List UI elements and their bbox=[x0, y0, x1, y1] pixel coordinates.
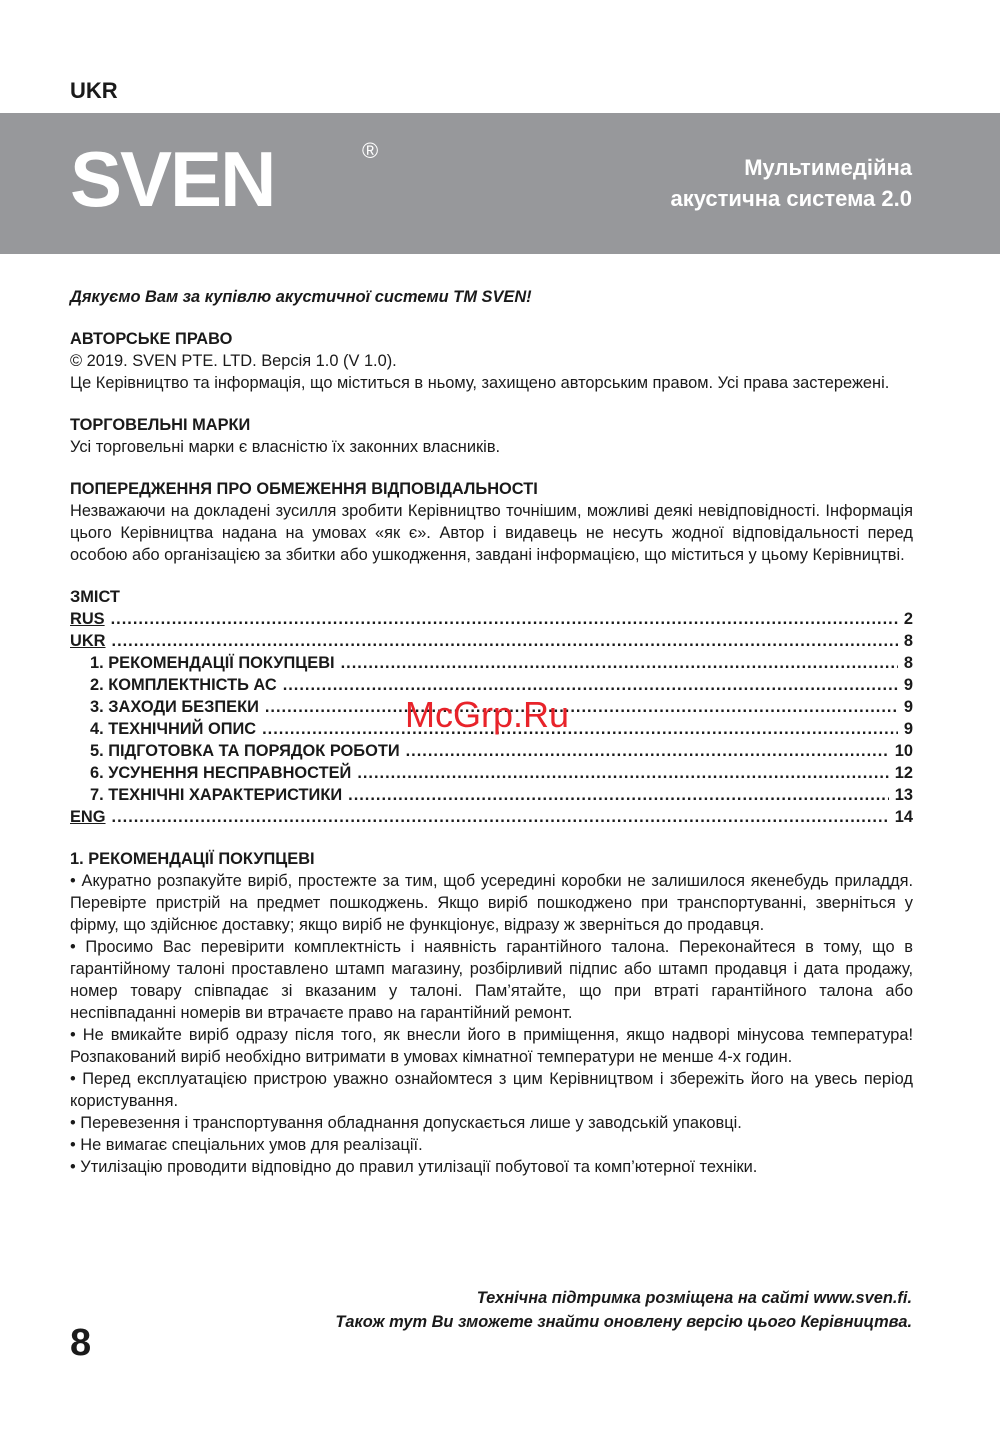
support-line-2: Також тут Ви зможете знайти оновлену версію цього Керівництва. bbox=[335, 1313, 912, 1331]
support-line-1: Технічна підтримка розміщена на сайті www.sven.fi. bbox=[476, 1289, 912, 1307]
toc-item-label: 2. КОМПЛЕКТНІСТЬ АС bbox=[90, 676, 277, 694]
copyright-title: АВТОРСЬКЕ ПРАВО bbox=[70, 330, 233, 348]
toc-item-label: 7. ТЕХНІЧНІ ХАРАКТЕРИСТИКИ bbox=[90, 786, 343, 804]
trademarks-title: ТОРГОВЕЛЬНІ МАРКИ bbox=[70, 416, 251, 434]
recommendations-title: 1. РЕКОМЕНДАЦІЇ ПОКУПЦЕВІ bbox=[70, 850, 315, 868]
toc-item-label: ENG bbox=[70, 808, 106, 826]
toc-item-label: 5. ПІДГОТОВКА ТА ПОРЯДОК РОБОТИ bbox=[90, 742, 400, 760]
bullet-item: • Не вимагає спеціальних умов для реалізації. bbox=[70, 1136, 423, 1154]
thanks-line: Дякуємо Вам за купівлю акустичної системи ТМ SVEN! bbox=[70, 288, 532, 306]
bullet-item: • Перед експлуатацією пристрою уважно ознайомтеся з цим Керівництвом і збережіть його на увесь період користування. bbox=[70, 1070, 913, 1110]
toc-item-label: 3. ЗАХОДИ БЕЗПЕКИ bbox=[90, 698, 259, 716]
page-number: 8 bbox=[70, 1322, 92, 1364]
bullet-item: • Просимо Вас перевірити комплектність і наявність гарантійного талона. Переконайтеся в тому, що в гарантійному талоні проставлено штамп магазину, розбірливий підпис або штамп продавця і дата продажу, номер товару співпадає зі вказаним у талоні. Пам’ятайте, що при втраті гарантійного талона або неспівпаданні номерів ви втрачаєте право на гарантійний ремонт. bbox=[70, 938, 913, 1022]
toc-item-operation[interactable] bbox=[70, 740, 913, 762]
disclaimer-section bbox=[70, 478, 913, 566]
toc-item-label: 6. УСУНЕННЯ НЕСПРАВНОСТЕЙ bbox=[90, 764, 352, 782]
toc-title: ЗМІСТ bbox=[70, 588, 120, 606]
toc-item-page: 9 bbox=[903, 720, 913, 738]
toc-item-label: UKR bbox=[70, 632, 106, 650]
trademarks-section bbox=[70, 414, 913, 458]
bullet-item: • Утилізацію проводити відповідно до правил утилізації побутової та комп’ютерної техніки. bbox=[70, 1158, 758, 1176]
toc-item-recommendations[interactable] bbox=[70, 652, 913, 674]
toc-item-ukr[interactable] bbox=[70, 630, 913, 652]
toc-item-page: 8 bbox=[903, 654, 913, 672]
copyright-section bbox=[70, 328, 913, 394]
toc-item-label: 1. РЕКОМЕНДАЦІЇ ПОКУПЦЕВІ bbox=[90, 654, 335, 672]
logo-text: SVEN bbox=[70, 135, 275, 223]
disclaimer-title: ПОПЕРЕДЖЕННЯ ПРО ОБМЕЖЕННЯ ВІДПОВІДАЛЬНОСТІ bbox=[70, 480, 538, 498]
product-subtitle bbox=[670, 152, 912, 214]
recommendations-section bbox=[70, 848, 913, 1178]
language-label: UKR bbox=[70, 78, 118, 103]
toc-item-page: 2 bbox=[903, 610, 913, 628]
toc-item-label: 4. ТЕХНІЧНИЙ ОПИС bbox=[90, 720, 257, 738]
bullet-item: • Акуратно розпакуйте виріб, простежте за тим, щоб усередині коробки не залишилося якенебудь приладдя. Перевірте пристрій на предмет пошкоджень. Якщо виріб пошкоджено при транспортуванні, зверніться у фірму, що здійснює доставку; якщо виріб не функціонує, відразу ж зверніться до продавця. bbox=[70, 872, 913, 934]
trademarks-text: Усі торговельні марки є власністю їх законних власників. bbox=[70, 438, 501, 456]
bullet-item: • Перевезення і транспортування обладнання допускається лише у заводській упаковці. bbox=[70, 1114, 742, 1132]
toc-item-page: 14 bbox=[894, 808, 913, 826]
toc-item-package[interactable] bbox=[70, 674, 913, 696]
subtitle-line-1: Мультимедійна bbox=[744, 155, 912, 180]
sven-logo bbox=[70, 135, 379, 223]
disclaimer-text: Незважаючи на докладені зусилля зробити Керівництво точнішим, можливі деякі невідповідності. Інформація цього Керівництва надана на умовах «як є». Автор і видавець не несуть жодної відповідальності перед особою або організацією за збитки або ушкодження, завдані інформацією, що міститься у цьому Керівництві. bbox=[70, 502, 913, 564]
toc-item-page: 12 bbox=[894, 764, 913, 782]
toc-item-page: 8 bbox=[903, 632, 913, 650]
toc-item-label: RUS bbox=[70, 610, 105, 628]
toc-item-troubleshooting[interactable] bbox=[70, 762, 913, 784]
subtitle-line-2: акустична система 2.0 bbox=[670, 186, 912, 211]
toc-item-eng[interactable] bbox=[70, 806, 913, 828]
toc-item-page: 10 bbox=[894, 742, 913, 760]
support-note bbox=[335, 1286, 912, 1334]
toc-item-page: 9 bbox=[903, 698, 913, 716]
copyright-line-1: © 2019. SVEN PTE. LTD. Версія 1.0 (V 1.0). bbox=[70, 352, 397, 370]
toc-item-specifications[interactable] bbox=[70, 784, 913, 806]
registered-mark: ® bbox=[362, 138, 379, 163]
toc-item-page: 13 bbox=[894, 786, 913, 804]
toc-item-page: 9 bbox=[903, 676, 913, 694]
watermark: McGrp.Ru bbox=[405, 694, 570, 735]
bullet-item: • Не вмикайте виріб одразу після того, як внесли його в приміщення, якщо надворі мінусова температура! Розпакований виріб необхідно витримати в умовах кімнатної температури не менше 4-х годин. bbox=[70, 1026, 913, 1066]
toc-item-rus[interactable] bbox=[70, 608, 913, 630]
copyright-line-2: Це Керівництво та інформація, що міститься в ньому, захищено авторським правом. Усі права застережені. bbox=[70, 374, 890, 392]
